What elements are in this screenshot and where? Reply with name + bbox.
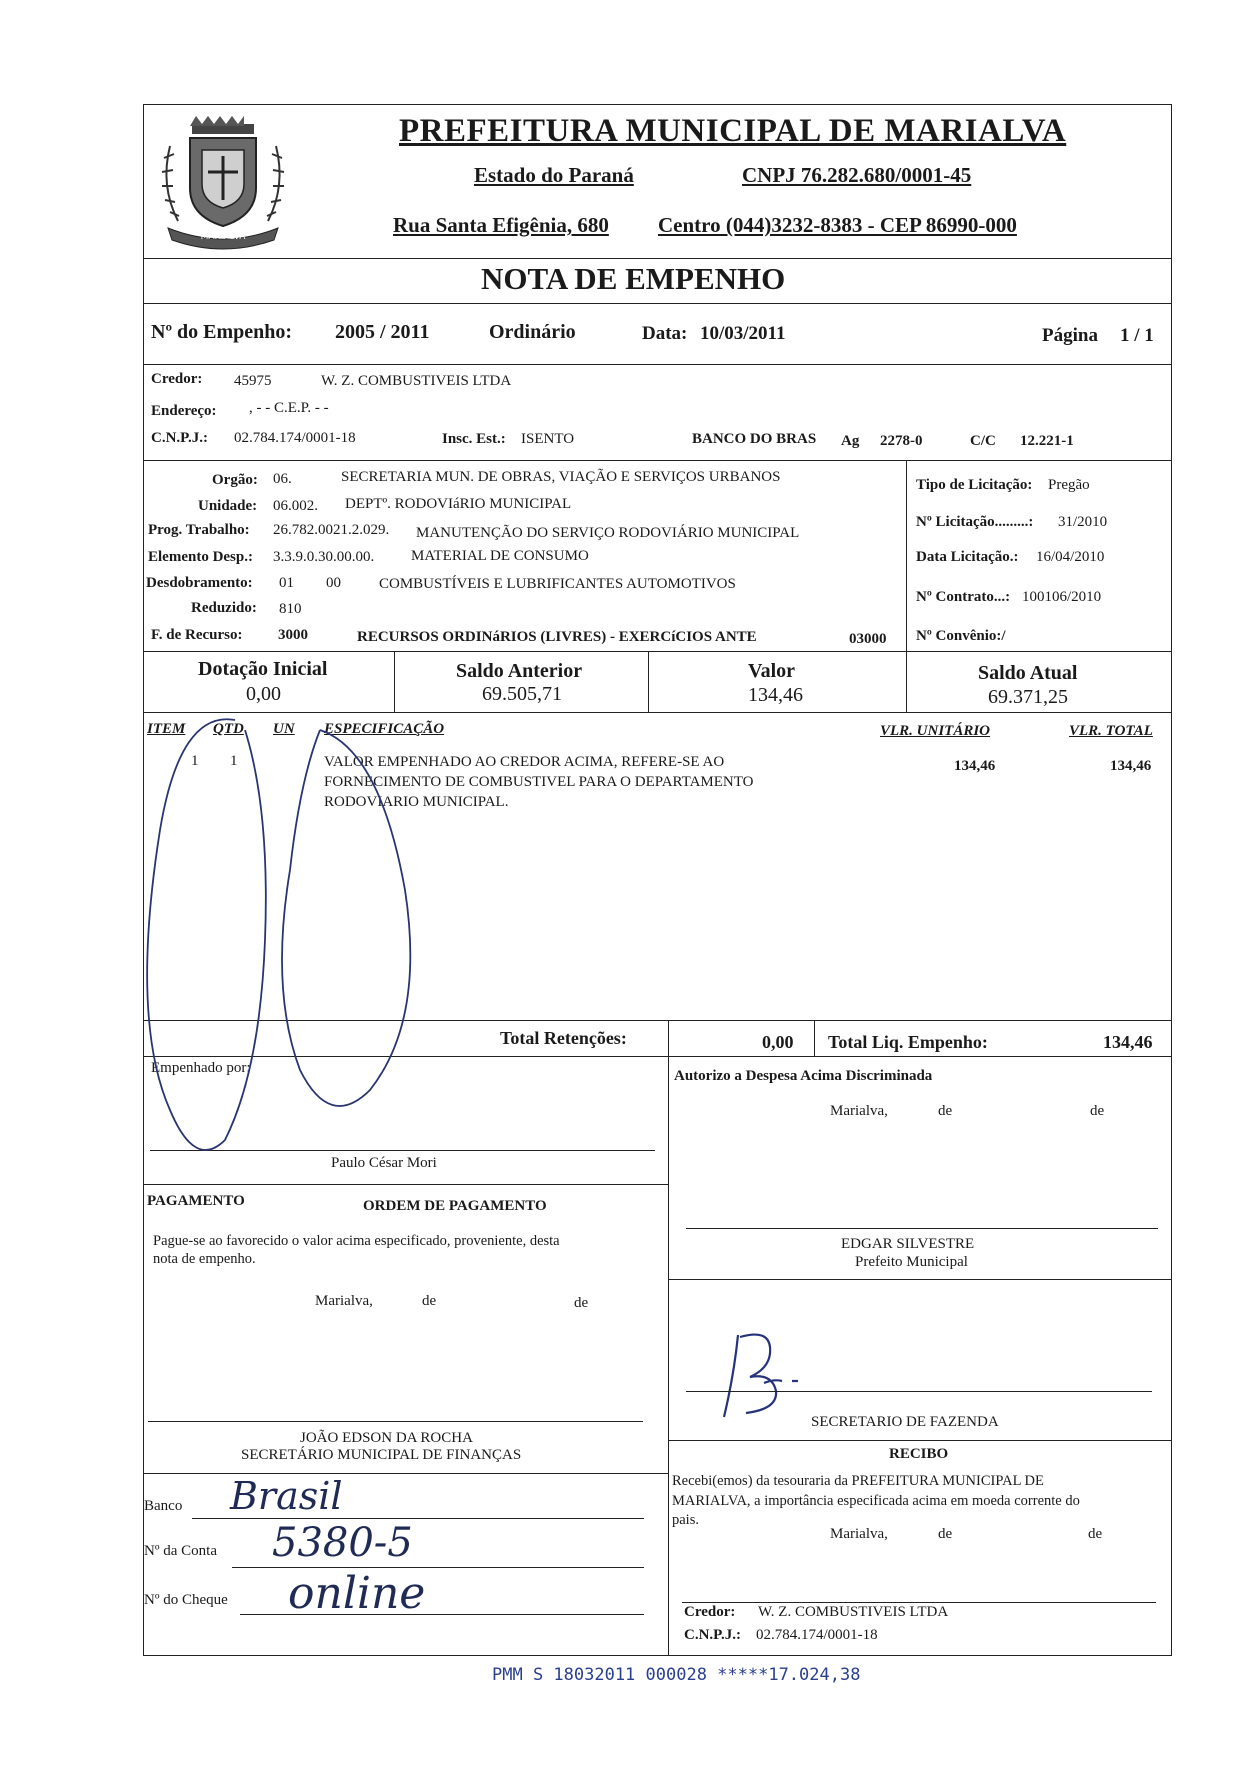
- pagamento-de-1: de: [422, 1293, 437, 1309]
- pagamento-place: Marialva,: [315, 1293, 373, 1309]
- recibo-text-3: pais.: [672, 1512, 699, 1528]
- credor-label: Credor:: [151, 371, 203, 387]
- item-qtd: 1: [230, 753, 238, 769]
- reduzido-label: Reduzido:: [191, 600, 257, 616]
- unidade-desc: DEPTº. RODOVIáRIO MUNICIPAL: [345, 496, 572, 512]
- ordem-pagamento-title: ORDEM DE PAGAMENTO: [363, 1198, 547, 1214]
- pagamento-text-1: Pague-se ao favorecido o valor acima especificado, proveniente, desta: [153, 1233, 560, 1249]
- org-name: PREFEITURA MUNICIPAL DE MARIALVA: [399, 113, 1067, 149]
- org-contact: Centro (044)3232-8383 - CEP 86990-000: [658, 213, 1017, 237]
- reduzido-value: 810: [279, 601, 302, 617]
- pagamento-de-2: de: [574, 1295, 589, 1311]
- doc-title: NOTA DE EMPENHO: [481, 261, 786, 296]
- dotacao-label: Dotação Inicial: [198, 658, 328, 680]
- elem-desc: MATERIAL DE CONSUMO: [411, 548, 589, 564]
- financas-name: JOÃO EDSON DA ROCHA: [300, 1430, 473, 1446]
- col-un: UN: [273, 721, 295, 737]
- col-qtd: QTD: [213, 721, 244, 737]
- empenhado-name: Paulo César Mori: [331, 1155, 437, 1171]
- autorizo-de-2: de: [1090, 1103, 1105, 1119]
- prog-code: 26.782.0021.2.029.: [273, 522, 390, 538]
- empenhado-label: Empenhado por:: [151, 1060, 251, 1076]
- recurso-tail: 03000: [849, 631, 887, 647]
- total-liq-label: Total Liq. Empenho:: [828, 1032, 988, 1052]
- conta-value: 5380-5: [272, 1520, 413, 1566]
- desdob-a: 01: [279, 575, 294, 591]
- autorizo-title: Autorizo a Despesa Acima Discriminada: [674, 1068, 933, 1084]
- desdob-label: Desdobramento:: [146, 575, 253, 591]
- credor-cnpj: 02.784.174/0001-18: [234, 430, 356, 446]
- item-spec-line-3: RODOVIARIO MUNICIPAL.: [324, 794, 509, 810]
- ag-value: 2278-0: [880, 433, 923, 449]
- recurso-desc: RECURSOS ORDINáRIOS (LIVRES) - EXERCíCIOS ANTE: [357, 629, 757, 645]
- recurso-label: F. de Recurso:: [151, 627, 243, 643]
- col-item: ITEM: [147, 721, 186, 737]
- cheque-label: Nº do Cheque: [144, 1592, 228, 1608]
- empenho-date-label: Data:: [642, 323, 688, 344]
- ag-label: Ag: [841, 433, 860, 449]
- financas-role: SECRETÁRIO MUNICIPAL DE FINANÇAS: [241, 1447, 522, 1463]
- prog-desc: MANUTENÇÃO DO SERVIÇO RODOVIÁRIO MUNICIPAL: [416, 525, 800, 541]
- municipal-crest: [150, 106, 296, 256]
- saldo-anterior-label: Saldo Anterior: [456, 660, 583, 682]
- pagamento-text-2: nota de empenho.: [153, 1251, 256, 1267]
- recibo-de-2: de: [1088, 1526, 1103, 1542]
- cc-label: C/C: [970, 433, 996, 449]
- recurso-code: 3000: [278, 627, 308, 643]
- unidade-label: Unidade:: [198, 498, 258, 514]
- tipo-licitacao: Pregão: [1048, 477, 1090, 493]
- desdob-b: 00: [326, 575, 341, 591]
- total-retencoes: 0,00: [762, 1032, 794, 1052]
- org-cnpj: CNPJ 76.282.680/0001-45: [742, 163, 972, 187]
- page-number: 1 / 1: [1120, 325, 1154, 346]
- saldo-atual-label: Saldo Atual: [978, 662, 1078, 684]
- empenho-number-label: Nº do Empenho:: [151, 321, 293, 343]
- recibo-title: RECIBO: [889, 1446, 949, 1462]
- total-retencoes-label: Total Retenções:: [500, 1028, 627, 1048]
- licitacao-date: 16/04/2010: [1036, 549, 1105, 565]
- licitacao-date-label: Data Licitação.:: [916, 549, 1019, 565]
- insc-value: ISENTO: [521, 431, 575, 447]
- col-spec: ESPECIFICAÇÃO: [324, 721, 445, 737]
- empenhado-signature: [140, 690, 440, 1180]
- orgao-label: Orgão:: [212, 472, 258, 488]
- orgao-code: 06.: [273, 471, 292, 487]
- unidade-code: 06.002.: [273, 498, 318, 514]
- recibo-credor: W. Z. COMBUSTIVEIS LTDA: [758, 1604, 949, 1620]
- item-number: 1: [191, 753, 199, 769]
- page-label: Página: [1042, 325, 1098, 346]
- org-address: Rua Santa Efigênia, 680: [393, 213, 609, 237]
- dotacao-value: 0,00: [246, 683, 281, 705]
- convenio-label: Nº Convênio:/: [916, 628, 1006, 644]
- state-name: Estado do Paraná: [474, 163, 634, 187]
- valor-value: 134,46: [748, 684, 803, 706]
- contrato-value: 100106/2010: [1022, 589, 1102, 605]
- banco-label: Banco: [144, 1498, 183, 1514]
- item-spec-line-2: FORNECIMENTO DE COMBUSTIVEL PARA O DEPARTAMENTO: [324, 774, 754, 790]
- credor-name: W. Z. COMBUSTIVEIS LTDA: [321, 373, 512, 389]
- total-liq: 134,46: [1103, 1032, 1153, 1052]
- pagamento-label: PAGAMENTO: [147, 1193, 245, 1209]
- orgao-desc: SECRETARIA MUN. DE OBRAS, VIAÇÃO E SERVIÇOS URBANOS: [341, 469, 781, 485]
- desdob-desc: COMBUSTÍVEIS E LUBRIFICANTES AUTOMOTIVOS: [379, 576, 736, 592]
- empenho-number: 2005 / 2011: [335, 321, 430, 343]
- fazenda-role: SECRETARIO DE FAZENDA: [811, 1414, 999, 1430]
- cnpj-label: C.N.P.J.:: [151, 430, 208, 446]
- licitacao-num-label: Nº Licitação.........:: [916, 514, 1034, 530]
- item-spec-line-1: VALOR EMPENHADO AO CREDOR ACIMA, REFERE-SE AO: [324, 754, 725, 770]
- contrato-label: Nº Contrato...:: [916, 589, 1011, 605]
- bank-name: BANCO DO BRAS: [692, 431, 817, 447]
- svg-text:MARIALVA: MARIALVA: [200, 232, 246, 242]
- autorizo-place: Marialva,: [830, 1103, 888, 1119]
- conta-label: Nº da Conta: [144, 1543, 217, 1559]
- recibo-text-1: Recebi(emos) da tesouraria da PREFEITURA MUNICIPAL DE: [672, 1473, 1044, 1489]
- fazenda-signature: [700, 1325, 810, 1420]
- licitacao-num: 31/2010: [1058, 514, 1108, 530]
- tipo-licitacao-label: Tipo de Licitação:: [916, 477, 1033, 493]
- empenho-date: 10/03/2011: [700, 323, 786, 344]
- col-total: VLR. TOTAL: [1069, 723, 1153, 739]
- recibo-de-1: de: [938, 1526, 953, 1542]
- cc-value: 12.221-1: [1020, 433, 1074, 449]
- empenho-type: Ordinário: [489, 321, 576, 343]
- item-total-value: 134,46: [1110, 758, 1152, 774]
- autorizo-de-1: de: [938, 1103, 953, 1119]
- payment-stamp: PMM S 18032011 000028 *****17.024,38: [492, 1665, 861, 1685]
- credor-code: 45975: [234, 373, 272, 389]
- saldo-atual-value: 69.371,25: [988, 686, 1068, 708]
- elem-code: 3.3.9.0.30.00.00.: [273, 549, 375, 565]
- endereco-label: Endereço:: [151, 403, 217, 419]
- elem-label: Elemento Desp.:: [148, 549, 253, 565]
- recibo-cnpj-label: C.N.P.J.:: [684, 1627, 741, 1643]
- prog-label: Prog. Trabalho:: [148, 522, 250, 538]
- recibo-cnpj: 02.784.174/0001-18: [756, 1627, 878, 1643]
- recibo-credor-label: Credor:: [684, 1604, 736, 1620]
- valor-label: Valor: [748, 660, 796, 682]
- saldo-anterior-value: 69.505,71: [482, 683, 562, 705]
- cheque-value: online: [288, 1568, 426, 1619]
- recibo-place: Marialva,: [830, 1526, 888, 1542]
- prefeito-name: EDGAR SILVESTRE: [841, 1236, 975, 1252]
- endereco-value: , - - C.E.P. - -: [249, 400, 329, 416]
- col-unit: VLR. UNITÁRIO: [880, 723, 991, 739]
- recibo-text-2: MARIALVA, a importância especificada acima em moeda corrente do: [672, 1493, 1080, 1509]
- banco-value: Brasil: [230, 1474, 343, 1518]
- insc-label: Insc. Est.:: [442, 431, 506, 447]
- prefeito-role: Prefeito Municipal: [855, 1254, 968, 1270]
- item-unit-value: 134,46: [954, 758, 996, 774]
